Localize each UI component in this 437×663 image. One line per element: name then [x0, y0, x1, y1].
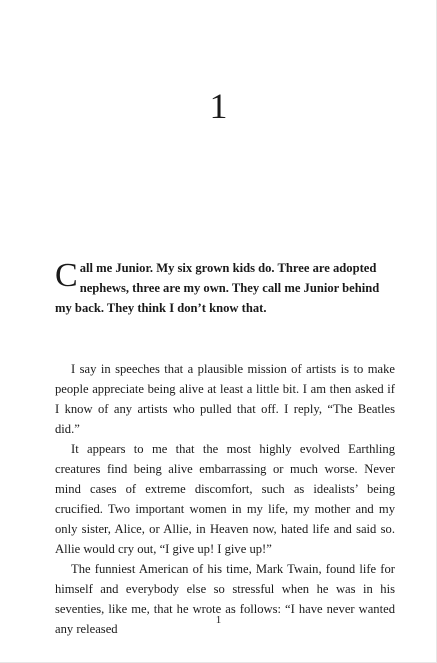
drop-cap: C — [55, 257, 78, 294]
paragraph: I say in speeches that a plausible mission of artists is to make people appreciate being alive at least a little bit. I am then asked if I know of any artists who pulled that off. I reply, “The Beatles did.” — [55, 362, 395, 436]
body-text — [55, 359, 395, 639]
page-number: 1 — [215, 614, 222, 626]
opening-paragraph — [55, 258, 395, 318]
paragraph: The funniest American of his time, Mark Twain, found life for himself and everybody else so stressful when he was in his seventies, like me, that he wrote as follows: “I have never wanted any released — [55, 562, 395, 636]
chapter-number: 1 — [209, 86, 228, 126]
paragraph: It appears to me that the most highly evolved Earthling creatures find being alive embarrassing or much worse. Never mind cases of extreme discomfort, such as idealists’ being crucified. Two important women in my life, my mother and my only sister, Alice, or Allie, in Heaven now, hated life and said so. Allie would cry out, “I give up! I give up!” — [55, 442, 395, 556]
opening-text: all me Junior. My six grown kids do. Three are adopted nephews, three are my own. They call me Junior behind my back. They think I don’t know that. — [55, 261, 380, 315]
